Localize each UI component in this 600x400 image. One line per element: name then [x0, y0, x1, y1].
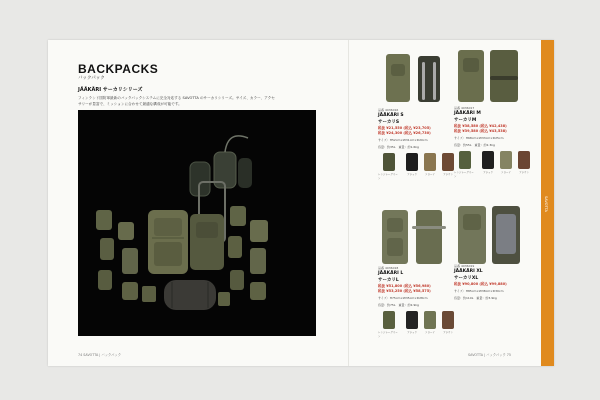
catalog-spread: [48, 40, 554, 366]
product-image: [454, 46, 530, 104]
product-price-alt: 税抜 ¥53,250 (税込 ¥58,575): [378, 289, 431, 293]
product-spec: サイズ：H75cm×W35cm×D28cm: [378, 296, 428, 300]
intro-text: フィンランド国防軍最新のバックパックシステムに完全対応する SAVOTTA のサーカリシリーズ。サイズ、カラー、アクセサリーが豊富で、ミッションに合わせて最適な構成が可能です。: [78, 96, 275, 106]
product-image: [378, 206, 454, 264]
product-spec: サイズ：H85cm×W38cm×D30cm: [454, 289, 504, 293]
color-variant[interactable]: [442, 153, 454, 180]
product-spec: サイズ：H52cm×W31cm×D20cm: [378, 138, 428, 142]
product-spec: 容量：約55L 重量：約2.3kg: [454, 142, 495, 147]
product-price: 税抜 ¥38,580 (税込 ¥42,438): [454, 124, 507, 128]
page-subtitle: バックパック: [78, 76, 105, 81]
color-variant[interactable]: [406, 311, 418, 338]
product-spec: 容量：約110L 重量：約3.9kg: [454, 295, 497, 300]
variant-name: コヨーテ: [424, 331, 435, 334]
variant-name: コヨーテ: [424, 173, 435, 176]
variant-name: ブラック: [407, 173, 417, 176]
color-variants: [378, 153, 454, 180]
variant-name: ブラウン: [442, 331, 453, 334]
variant-swatch: [424, 311, 436, 329]
product-name: JÄÄKÄRI L: [378, 271, 404, 276]
product-card[interactable]: [454, 204, 530, 300]
variant-name: ブラウン: [518, 171, 529, 174]
product-name-ja: サーカリXL: [454, 276, 479, 281]
product-name: JÄÄKÄRI S: [378, 113, 404, 118]
product-price: 税抜 ¥21,550 (税込 ¥23,705): [378, 126, 431, 130]
variant-name: レンジャーグリーン: [378, 331, 398, 338]
color-variant[interactable]: [442, 311, 454, 338]
variant-name: ブラック: [483, 171, 493, 174]
variant-name: コヨーテ: [500, 171, 511, 174]
product-image: [454, 204, 530, 262]
color-variant[interactable]: [406, 153, 418, 180]
product-name: JÄÄKÄRI M: [454, 111, 481, 116]
product-code: 品番 4036019: [454, 264, 475, 268]
product-price-alt: 税抜 ¥39,580 (税込 ¥43,538): [454, 129, 507, 133]
hero-photo: [78, 110, 316, 336]
variant-name: ブラック: [407, 331, 417, 334]
variant-swatch: [424, 153, 436, 171]
product-code: 品番 4036017: [454, 106, 475, 110]
variant-name: レンジャーグリーン: [378, 173, 398, 180]
color-variant[interactable]: [378, 153, 400, 180]
product-image: [378, 48, 454, 106]
color-variant[interactable]: [424, 153, 436, 180]
variant-swatch: [383, 311, 395, 329]
product-spec: 容量：約75L 重量：約2.9kg: [378, 302, 419, 307]
product-code: 品番 4036016: [378, 108, 399, 112]
variant-name: ブラウン: [442, 173, 453, 176]
variant-swatch: [442, 311, 454, 329]
product-name: JÄÄKÄRI XL: [454, 269, 483, 274]
variant-swatch: [442, 153, 454, 171]
right-folio: SAVOTTA | バックパック 75: [468, 353, 511, 357]
variant-swatch: [383, 153, 395, 171]
color-variant[interactable]: [518, 151, 530, 178]
left-folio: 74 SAVOTTA | バックパック: [78, 353, 121, 357]
backpack-system-illustration: [78, 110, 316, 336]
page-spine: [348, 40, 349, 366]
product-price-alt: 税抜 ¥24,300 (税込 ¥26,730): [378, 131, 431, 135]
product-card[interactable]: [378, 206, 454, 338]
variant-swatch: [482, 151, 494, 169]
variant-swatch: [406, 153, 418, 171]
product-name-ja: サーカリS: [378, 120, 400, 125]
product-price: 税抜 ¥51,800 (税込 ¥56,980): [378, 284, 431, 288]
color-variant[interactable]: [454, 151, 476, 178]
color-variant[interactable]: [424, 311, 436, 338]
variant-swatch: [500, 151, 512, 169]
section-tab-label: SAVOTTA: [544, 196, 548, 212]
color-variant[interactable]: [482, 151, 494, 178]
product-code: 品番 4036018: [378, 266, 399, 270]
variant-swatch: [518, 151, 530, 169]
product-name-ja: サーカリM: [454, 118, 477, 123]
product-card[interactable]: [454, 46, 530, 178]
variant-swatch: [459, 151, 471, 169]
color-variant[interactable]: [378, 311, 400, 338]
product-name-ja: サーカリL: [378, 278, 399, 283]
product-spec: 容量：約35L 重量：約1.6kg: [378, 144, 419, 149]
color-variants: [378, 311, 454, 338]
product-price: 税抜 ¥90,800 (税込 ¥99,880): [454, 282, 507, 286]
color-variant[interactable]: [500, 151, 512, 178]
variant-name: レンジャーグリーン: [454, 171, 474, 178]
color-variants: [454, 151, 530, 178]
series-heading: JÄÄKÄRI サーカリシリーズ: [78, 87, 143, 93]
variant-swatch: [406, 311, 418, 329]
page-title: BACKPACKS: [78, 62, 159, 76]
product-spec: サイズ：H68cm×W33cm×D25cm: [454, 136, 504, 140]
product-card[interactable]: [378, 48, 454, 180]
